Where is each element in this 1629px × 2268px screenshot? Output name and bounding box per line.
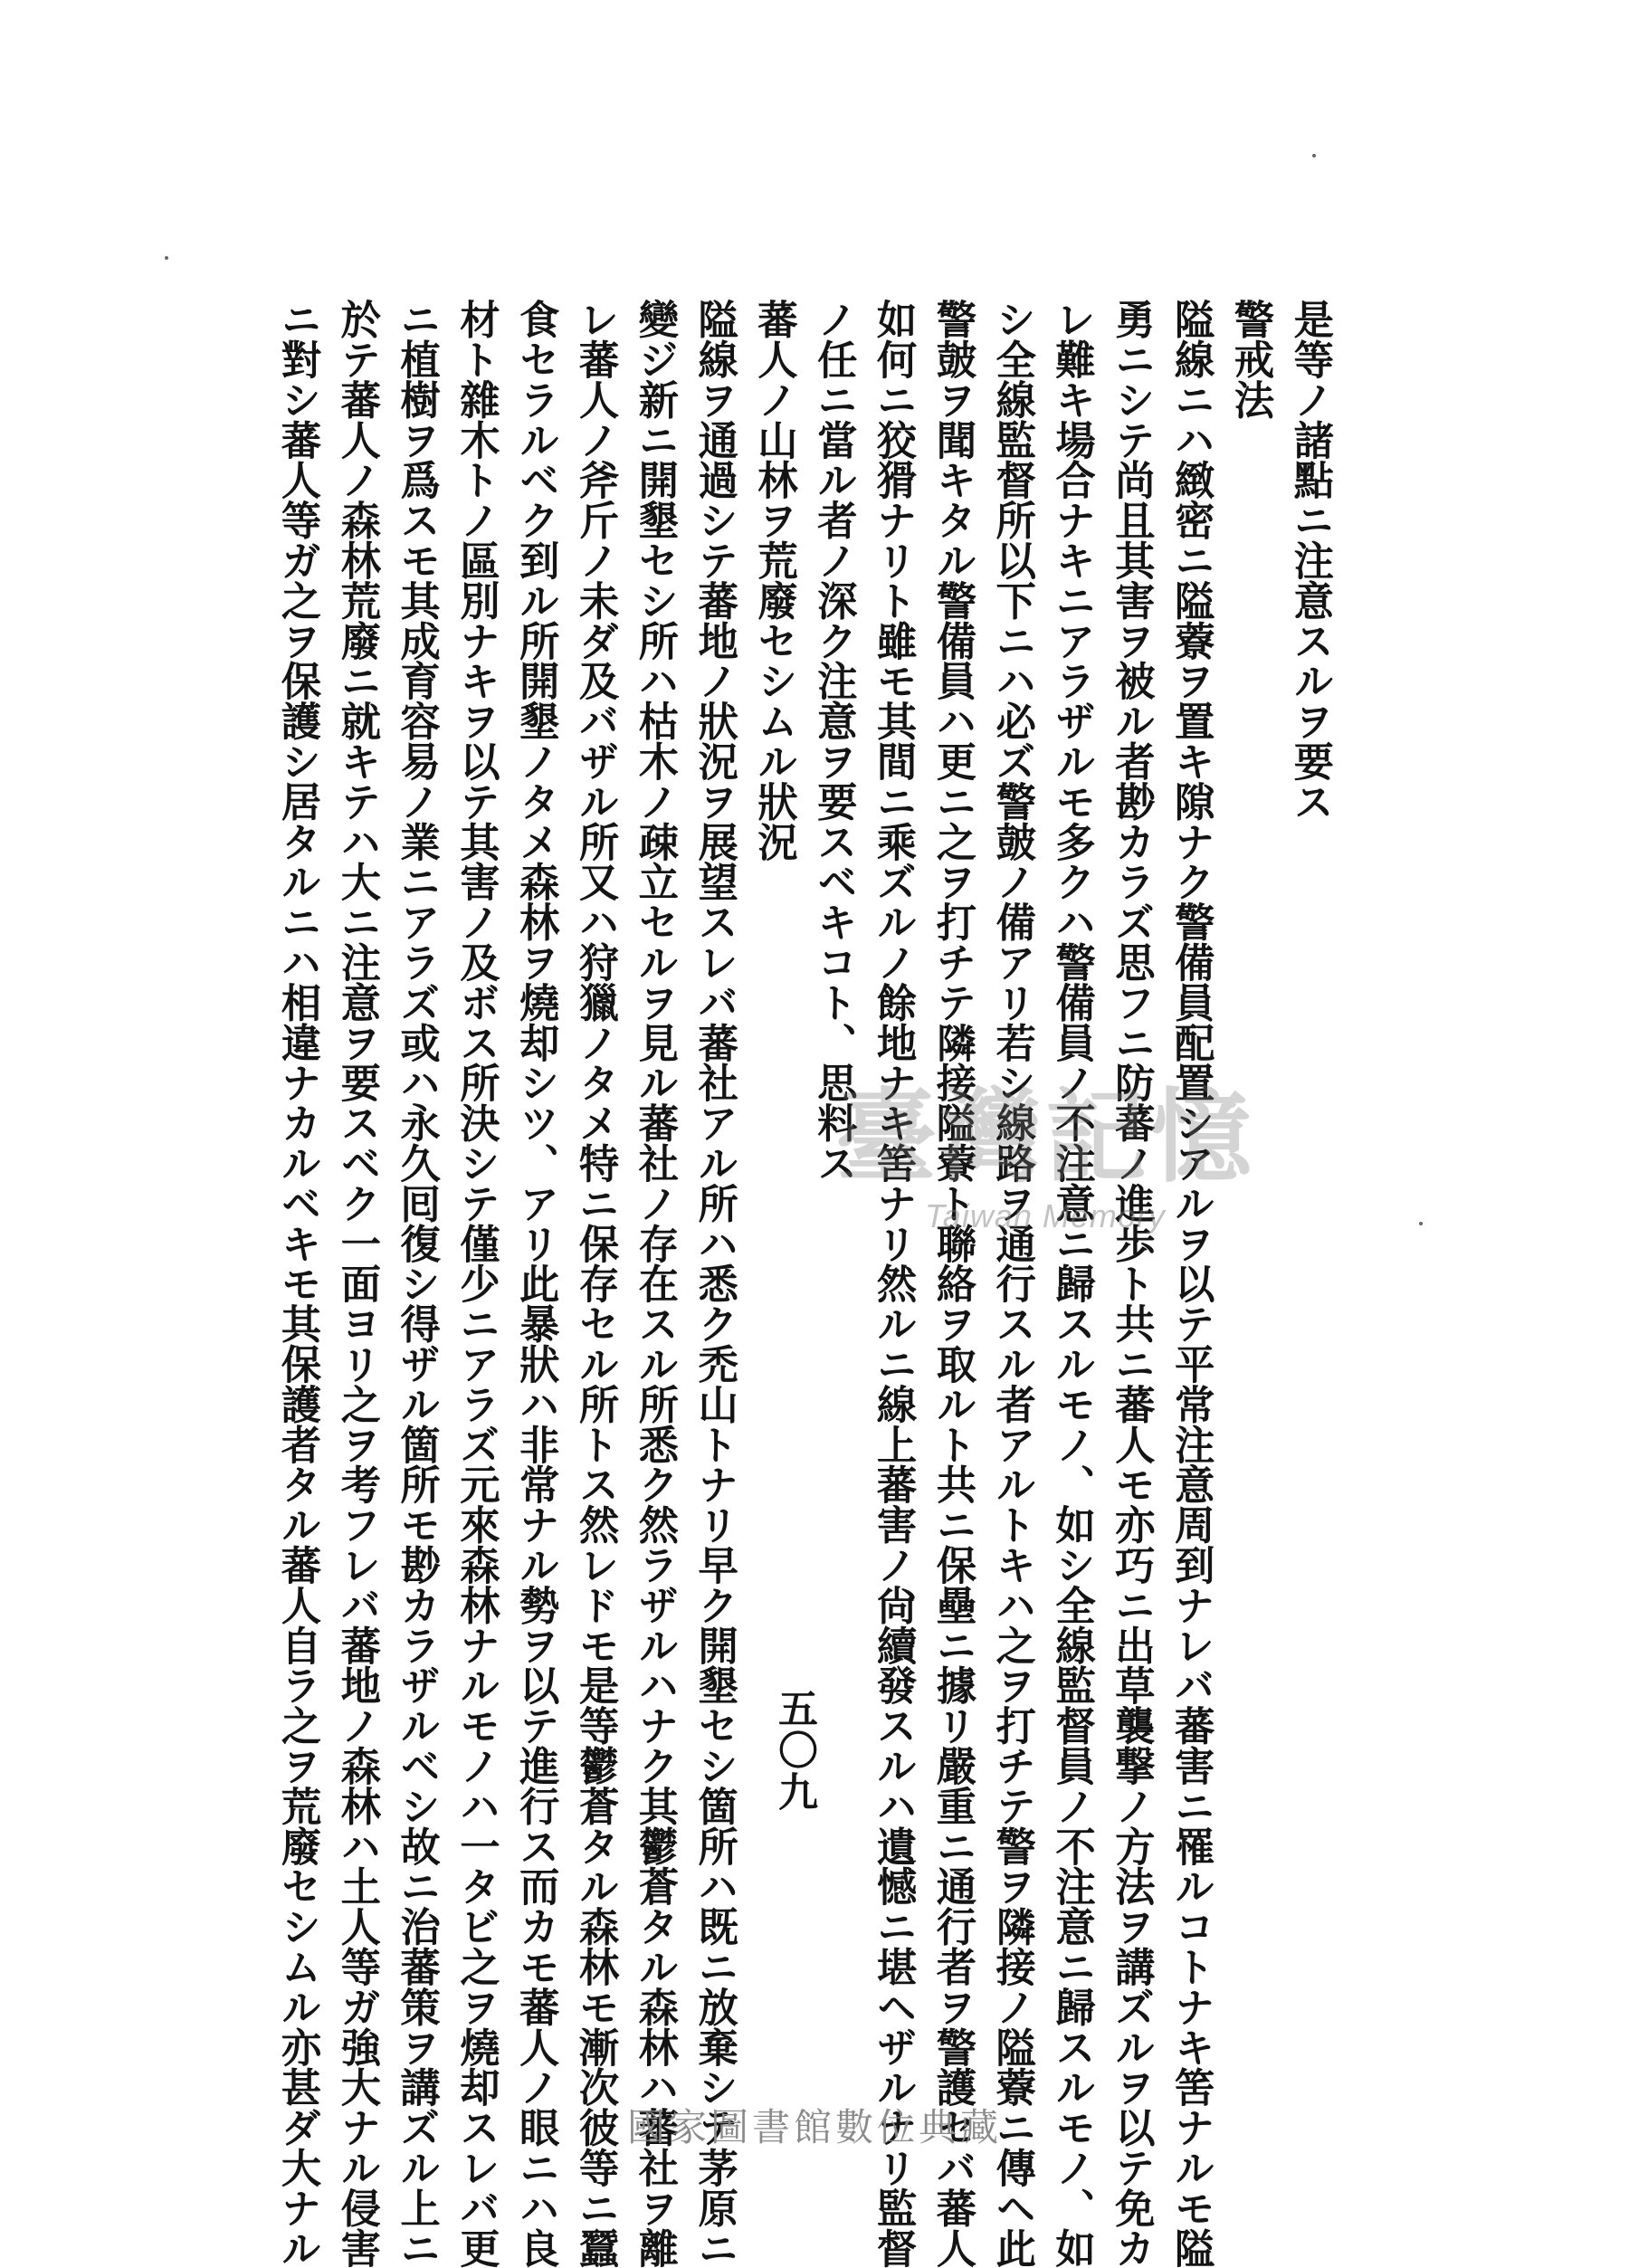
watermark-title: 臺灣記憶	[835, 1078, 1255, 1196]
section-heading-forest-devastation: 蕃人ノ山林ヲ荒廢セシムル狀況	[750, 299, 798, 862]
text-column-1: 是等ノ諸點ニ注意スルヲ要ス	[1286, 299, 1334, 822]
text-column-16: ニ植樹ヲ爲スモ其成育容易ノ業ニアラズ或ハ永久囘復シ得ザル箇所モ尠カラザルベシ故ニ治蕃策ヲ講ズル上ニ	[393, 299, 441, 2268]
scan-speck	[1312, 154, 1316, 157]
footer-credit: 國家圖書館數位典藏	[626, 2105, 1002, 2149]
scan-speck	[165, 256, 168, 260]
text-column-18: ニ對シ蕃人等ガ之ヲ保護シ居タルニハ相違ナカルベキモ其保護者タル蕃人自ラ之ヲ荒廢セシムル亦甚ダ大ナル	[274, 299, 321, 2268]
text-column-8: 如何ニ狡猾ナリト雖モ其間ニ乘ズルノ餘地ナキ筈ナリ然ルニ線上蕃害ノ尙續發スルハ遺憾ニ堪ヘザルナリ監督	[870, 299, 918, 2268]
text-column-17: 於テ蕃人ノ森林荒廢ニ就キテハ大ニ注意ヲ要スベク一面ヨリ之ヲ考フレバ蕃地ノ森林ハ土人等ガ強大ナル侵害	[333, 299, 381, 2268]
section-heading-warning-method: 警戒法	[1227, 299, 1274, 420]
text-column-14: 食セラルベク到ル所開墾ノタメ森林ヲ燒却シツ、アリ此暴狀ハ非常ナル勢ヲ以テ進行ス而カモ蕃人ノ眼ニハ良	[512, 299, 560, 2268]
text-column-13: レ蕃人ノ斧斤ノ未ダ及バザル所又ハ狩獵ノタメ特ニ保存セル所トス然レドモ是等鬱蒼タル森林モ漸次彼等ニ蠶	[572, 299, 620, 2268]
text-column-3: 隘線ニハ緻密ニ隘藔ヲ置キ隙ナク警備員配置シアルヲ以テ平常注意周到ナレバ蕃害ニ罹ルコトナキ筈ナルモ隘	[1167, 299, 1215, 2268]
scan-speck	[1419, 1222, 1423, 1225]
text-column-5: レ難キ場合ナキニアラザルモ多クハ警備員ノ不注意ニ歸スルモノ、如シ全線監督員ノ不注意ニ歸スルモノ、如	[1048, 299, 1096, 2268]
text-column-9: ノ任ニ當ル者ノ深ク注意ヲ要スベキコト、思料ス	[810, 299, 858, 1183]
text-column-11: 隘線ヲ通過シテ蕃地ノ狀況ヲ展望スレバ蕃社アル所ハ悉ク禿山トナリ早ク開墾セシ箇所ハ既ニ放棄シテ茅原ニ	[691, 299, 738, 2268]
text-column-12: 變ジ新ニ開墾セシ所ハ枯木ノ疎立セルヲ見ル蕃社ノ存在スル所悉ク然ラザルハナク其鬱蒼タル森林ハ蕃社ヲ離	[631, 299, 679, 2268]
text-column-6: シ全線監督所以下ニハ必ズ警皷ノ備アリ若シ線路ヲ通行スル者アルトキハ之ヲ打チテ警ヲ隣接ノ隘藔ニ傳ヘ此	[988, 299, 1036, 2268]
text-column-7: 警皷ヲ聞キタル警備員ハ更ニ之ヲ打チテ隣接隘藔ト聯絡ヲ取ルト共ニ保壘ニ據リ嚴重ニ通行者ヲ警護セバ蕃人	[929, 299, 976, 2268]
text-column-4: 勇ニシテ尚且其害ヲ被ル者尠カラズ思フニ防蕃ノ進歩ト共ニ蕃人モ亦巧ニ出草襲撃ノ方法ヲ講ズルヲ以テ免カ	[1108, 299, 1156, 2268]
text-column-15: 材ト雜木トノ區別ナキヲ以テ其害ノ及ボス所決シテ僅少ニアラズ元來森林ナルモノハ一タビ之ヲ燒却スレバ更	[452, 299, 500, 2268]
page-number: 五〇九	[771, 1688, 817, 1813]
watermark-subtitle: Taiwan Memory	[925, 1197, 1166, 1234]
